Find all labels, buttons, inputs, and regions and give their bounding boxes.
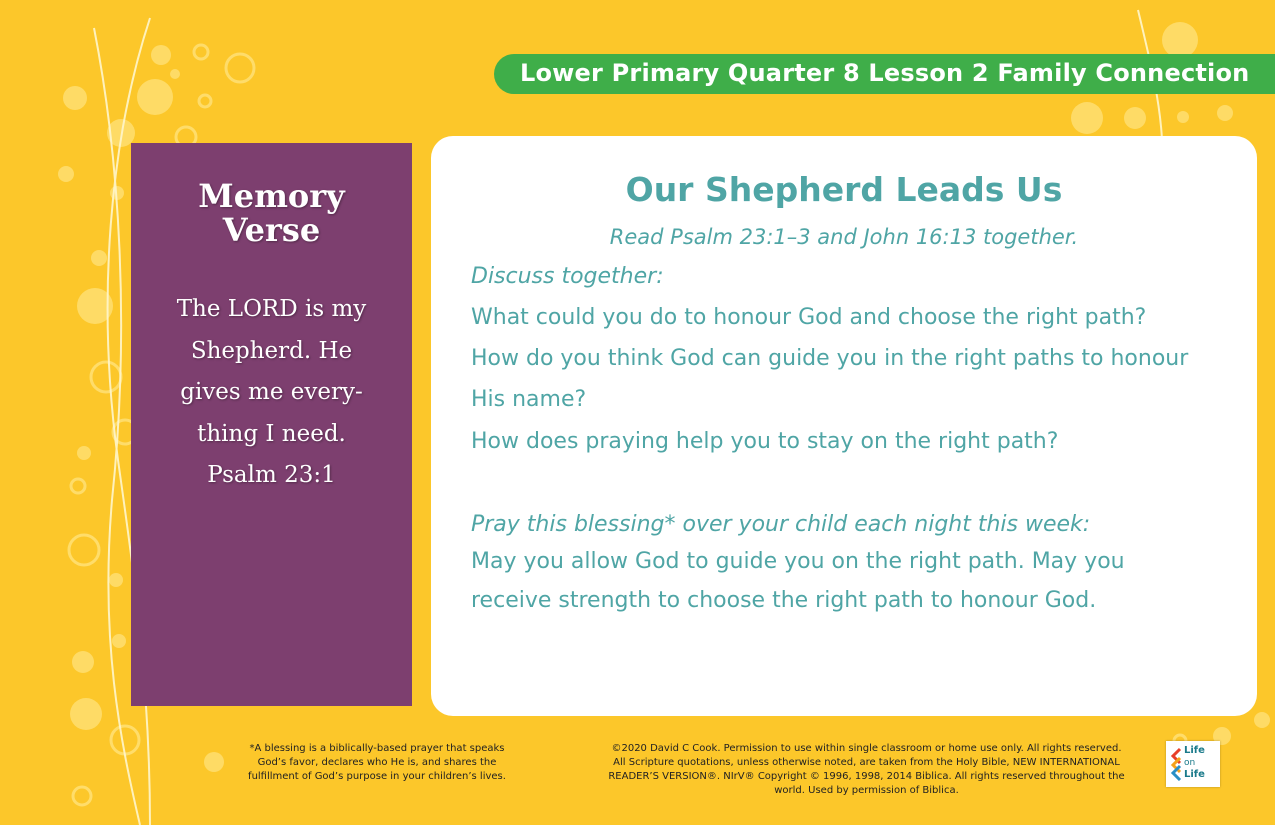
copyright-line: world. Used by permission of Biblica. — [774, 785, 959, 796]
banner-title: Lower Primary Quarter 8 Lesson 2 Family Connection — [520, 59, 1250, 87]
lesson-banner — [494, 54, 1275, 94]
question-line: His name? — [471, 387, 587, 412]
blessing-footnote — [236, 742, 518, 784]
logo-word: Life — [1184, 769, 1205, 780]
question-line: What could you do to honour God and choose the right path? — [471, 305, 1147, 330]
copyright-line: All Scripture quotations, unless otherwise noted, are taken from the Holy Bible, NEW INTERNATIONAL — [613, 757, 1120, 768]
footnote-line: *A blessing is a biblically-based prayer that speaks — [249, 743, 505, 754]
memory-verse-heading-line: Verse — [222, 211, 321, 249]
verse-line: The LORD is my — [176, 296, 367, 322]
life-on-life-logo — [1166, 741, 1220, 787]
memory-verse-panel — [131, 143, 412, 706]
reading-instruction: Read Psalm 23:1–3 and John 16:13 together. — [609, 225, 1079, 249]
footnote-line: fulfillment of God’s purpose in your children’s lives. — [248, 771, 506, 782]
lesson-title: Our Shepherd Leads Us — [625, 170, 1063, 209]
logo-word: Life — [1184, 745, 1205, 756]
discuss-label: Discuss together: — [471, 264, 664, 289]
blessing-line: May you allow God to guide you on the right path. May you — [471, 549, 1125, 574]
question-line: How does praying help you to stay on the right path? — [471, 429, 1059, 454]
memory-verse-text — [141, 289, 402, 497]
logo-wordmark — [1184, 745, 1205, 781]
blessing-label: Pray this blessing* over your child each night this week: — [471, 512, 1091, 537]
lesson-card — [431, 136, 1257, 716]
verse-line: thing I need. — [197, 420, 346, 447]
copyright-line: READER’S VERSION®. NIrV® Copyright © 1996, 1998, 2014 Biblica. All rights reserved throughout the — [608, 771, 1125, 782]
question-line: How do you think God can guide you in the right paths to honour — [471, 346, 1189, 371]
verse-line: gives me every- — [180, 379, 363, 405]
copyright-line: ©2020 David C Cook. Permission to use within single classroom or home use only. All rights reserved. — [611, 743, 1122, 754]
verse-line: Shepherd. He — [190, 337, 353, 364]
logo-mark-icon — [1170, 747, 1182, 781]
memory-verse-heading — [131, 179, 412, 247]
footnote-line: God’s favor, declares who He is, and shares the — [257, 757, 497, 768]
memory-verse-heading-line: Memory — [198, 177, 345, 215]
copyright-notice — [588, 742, 1145, 798]
logo-word: on — [1184, 758, 1196, 768]
blessing-line: receive strength to choose the right path to honour God. — [471, 588, 1097, 613]
verse-reference: Psalm 23:1 — [207, 462, 336, 488]
